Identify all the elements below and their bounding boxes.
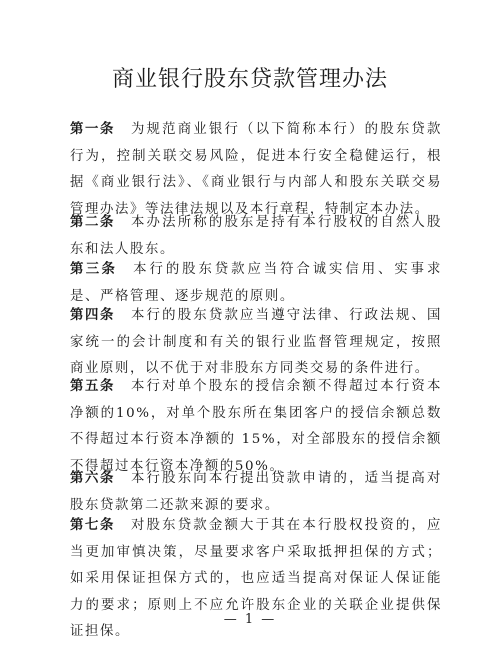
article-label: 第七条: [70, 518, 115, 533]
document-title: 商业银行股东贷款管理办法: [111, 67, 388, 92]
article-text: 本行的股东贷款应当遵守法律、行政法规、国家统一的会计制度和有关的银行业监督管理规定，按照商业原则，以不优于对非股东方同类交易的条件进行。: [70, 308, 443, 376]
page-number: — 1 —: [223, 612, 277, 627]
article-5: [70, 374, 442, 480]
article-text: 为规范商业银行（以下简称本行）的股东贷款行为，控制关联交易风险，促进本行安全稳健运行，根据《商业银行法》、《商业银行与内部人和股东关联交易管理办法》等法律法规以及本行章程，特制定本办法。: [70, 122, 443, 217]
article-text: 本行的股东贷款应当符合诚实信用、实事求是、严格管理、逐步规范的原则。: [70, 262, 442, 304]
article-4: [70, 303, 442, 383]
article-2: [70, 210, 442, 263]
article-text: 对股东贷款金额大于其在本行股权投资的，应当更加审慎决策，尽量要求客户采取抵押担保的方式；如采用保证担保方式的，也应适当提高对保证人保证能力的要求；原则上不应允许股东企业的关联企业提供保证担保。: [70, 518, 443, 639]
article-text: 本办法所称的股东是持有本行股权的自然人股东和法人股东。: [70, 215, 443, 257]
article-label: 第五条: [70, 379, 115, 394]
article-label: 第六条: [70, 471, 115, 486]
article-label: 第三条: [70, 262, 118, 277]
article-text: 本行股东向本行提出贷款申请的，适当提高对股东贷款第二还款来源的要求。: [70, 471, 443, 513]
article-6: [70, 466, 442, 519]
article-label: 第一条: [70, 122, 115, 137]
article-label: 第二条: [70, 215, 115, 230]
article-1: [70, 117, 442, 223]
article-label: 第四条: [70, 308, 115, 323]
article-text: 本行对单个股东的授信余额不得超过本行资本净额的10%，对单个股东所在集团客户的授信余额总数不得超过本行资本净额的 15%，对全部股东的授信余额不得超过本行资本净额的50%。: [70, 379, 443, 474]
